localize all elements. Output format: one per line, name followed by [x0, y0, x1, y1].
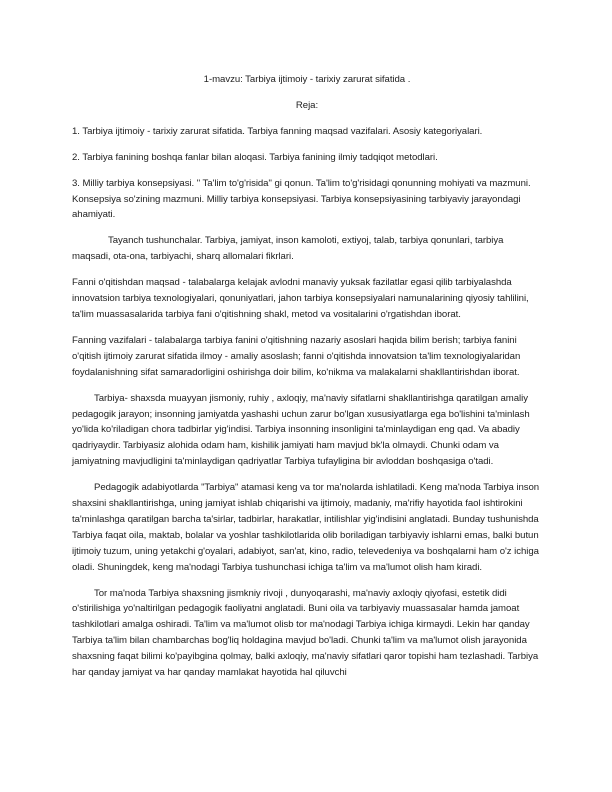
document-title: 1-mavzu: Tarbiya ijtimoiy - tarixiy zarurat sifatida .	[203, 74, 411, 85]
goal-paragraph: Fanni o'qitishdan maqsad - talabalarga kelajak avlodni manaviy yuksak fazilatlar egasi qilib tarbiyalashda innovatsion tarbiya texnologiyalari, qonuniyatlari, jahon tarbiya konsepsiyalari namunalarining qiyosiy tahlilini, ta'lim muassasalarida tarbiya fani o'qitishning shakl, metod va vositalarini o'rgatishdan iborat.	[72, 277, 529, 320]
plan-item-1: 1. Tarbiya ijtimoiy - tarixiy zarurat sifatida. Tarbiya fanning maqsad vazifalari. Asosiy kategoriyalari.	[72, 125, 483, 137]
plan-item-2: 2. Tarbiya fanining boshqa fanlar bilan aloqasi. Tarbiya fanining ilmiy tadqiqot metodlari.	[72, 151, 438, 163]
definition-paragraph: Tarbiya- shaxsda muayyan jismoniy, ruhiy , axloqiy, ma'naviy sifatlarni shakllantirishga qaratilgan amaliy pedagogik jarayon; insonning jamiyatda yashashi uchun zarur bo'lgan xususiyatlarga ega bo'lishini ta'minlash yo'lida ko'riladigan chora tadbirlar yig'indisi. Tarbiya insonning insonligini ta'minlaydigan eng qad. Va abadiy qadriyaydir. Tarbiyasiz alohida odam ham, kishilik jamiyati ham mavjud bk'la olmaydi. Chunki odam va jamiyatning mavjudligini ta'minlaydigan qadriyatlar Tarbiya tufayligina bir avloddan boshqasiga o'tadi.	[72, 392, 530, 468]
tasks-paragraph: Fanning vazifalari - talabalarga tarbiya fanini o'qitishning nazariy asoslari haqida bilim berish; tarbiya fanini o'qitish ijtimoiy zarurat sifatida ilmoy - amaliy asoslash; fanni o'qitishda innovatsion ta'lim texnologiyalaridan foydalanishning sifat samaradorligini oshirishga doir bilim, ko'nikma va malakalarni shakllantirishdan iborat.	[72, 334, 521, 378]
plan-item-3: 3. Milliy tarbiya konsepsiyasi. " Ta'lim to'g'risida" gi qonun. Ta'lim to'g'risidagi qonunning mohiyati va mazmuni. Konsepsiya so'zining mazmuni. Milliy tarbiya konsepsiyasi. Tarbiya konsepsiyasining tarbiyaviy jarayondagi ahamiyati.	[72, 177, 531, 221]
broad-meaning-paragraph: Pedagogik adabiyotlarda "Tarbiya" atamasi keng va tor ma'nolarda ishlatiladi. Keng ma'noda Tarbiya inson shaxsini shakllantirishga, uning jamiyat ishlab chiqarishi va ijtimoiy, madaniy, ma'rifiy hayotida faol ishtirokini ta'minlashga qaratilgan barcha ta'sirlar, tadbirlar, harakatlar, intilishlar yig'indisini anglatadi. Bunday tushunishda Tarbiya faqat oila, maktab, bolalar va yoshlar tashkilotlarida olib boriladigan tarbiyaviy ishlarni emas, balki butun ijtimoiy tuzum, uning yetakchi g'oyalari, adabiyot, san'at, kino, radio, televedeniya va boshqalarni ham o'z ichiga oladi. Shuningdek, keng ma'nodagi Tarbiya tushunchasi ichiga ta'lim va ma'lumot olish ham kiradi.	[72, 482, 540, 573]
narrow-meaning-paragraph: Tor ma'noda Tarbiya shaxsning jismkniy rivoji , dunyoqarashi, ma'naviy axloqiy qiyofasi, estetik didi o'stirilishiga yo'naltirilgan pedagogik faoliyatni anglatadi. Buni oila va tarbiyaviy muassasalar hamda jamoat tashkilotlari amalga oshiradi. Ta'lim va ma'lumot olisb tor ma'nodagi Tarbiya ichiga kirmaydi. Lekin har qanday Tarbiya ta'lim bilan chambarchas bog'liq holdagina mavjud bo'ladi. Chunki ta'lim va ma'lumot olish jarayonida shaxsning faqat bilimi ko'payibgina qolmay, balki axloqiy, ma'naviy sifatlari qaror topishi ham tezlashadi. Tarbiya har qanday jamiyat va har qanday mamlakat hayotida hal qiluvchi	[72, 587, 539, 679]
plan-label: Reja:	[295, 99, 319, 111]
key-concepts-paragraph: Tayanch tushunchalar. Tarbiya, jamiyat, inson kamoloti, extiyoj, talab, tarbiya qonunlari, tarbiya maqsadi, ota-ona, tarbiyachi, sharq allomalari fikrlari.	[72, 235, 504, 263]
document-body	[72, 72, 542, 691]
